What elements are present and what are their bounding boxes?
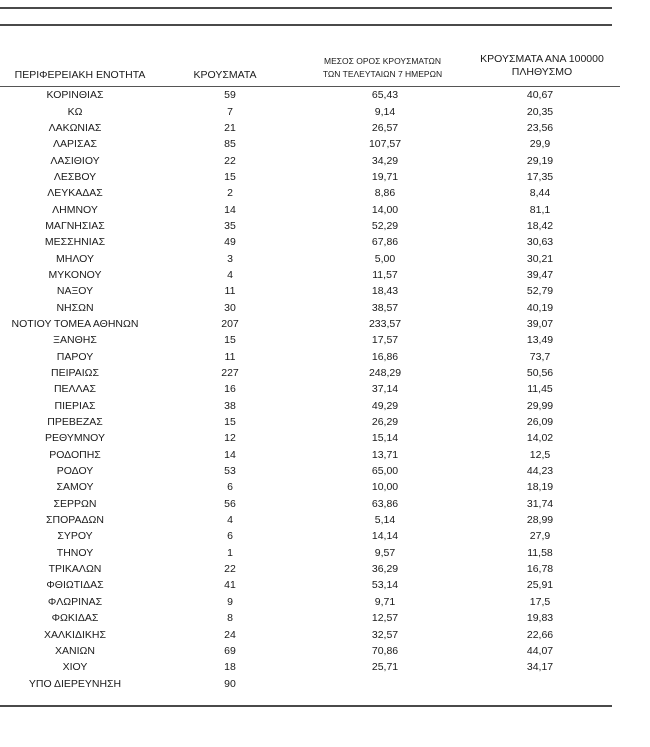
cell-per100k: 23,56 (526, 121, 554, 134)
cell-per100k: 19,83 (526, 612, 554, 625)
cell-region: ΝΟΤΙΟΥ ΤΟΜΕΑ ΑΘΗΝΩΝ (11, 317, 139, 330)
cell-cases: 15 (224, 170, 236, 183)
header-avg-line1: ΜΕΣΟΣ ΟΡΟΣ ΚΡΟΥΣΜΑΤΩΝ (324, 56, 441, 66)
cell-avg: 248,29 (368, 367, 402, 380)
cell-cases: 69 (224, 644, 236, 657)
cell-avg: 26,29 (371, 416, 399, 429)
table-row (0, 479, 620, 495)
table-row (0, 169, 620, 185)
table-header (0, 53, 620, 83)
cell-cases: 35 (224, 219, 236, 232)
cell-region: ΛΑΣΙΘΙΟΥ (50, 154, 100, 167)
table-row (0, 283, 620, 299)
cell-cases: 59 (150, 87, 310, 104)
table-row (0, 87, 620, 104)
cell-avg: 14,14 (371, 530, 399, 543)
cell-per100k: 40,19 (526, 301, 554, 314)
header-avg-line2: ΤΩΝ ΤΕΛΕΥΤΑΙΩΝ 7 ΗΜΕΡΩΝ (322, 69, 443, 79)
cell-per100k: 14,02 (526, 432, 554, 445)
cell-avg: 53,14 (371, 579, 399, 592)
cell-per100k: 31,74 (526, 497, 554, 510)
cell-region: ΠΑΡΟΥ (56, 350, 94, 363)
cell-region: ΧΙΟΥ (62, 661, 88, 674)
cell-cases: 22 (224, 154, 236, 167)
cell-region: ΠΕΙΡΑΙΩΣ (51, 367, 99, 380)
cell-cases: 85 (224, 138, 236, 151)
cell-per100k: 52,79 (526, 285, 554, 298)
cell-region: ΝΑΞΟΥ (56, 285, 94, 298)
cell-avg: 13,71 (371, 448, 399, 461)
cell-cases: 41 (224, 579, 236, 592)
cell-avg: 18,43 (371, 285, 399, 298)
cell-cases: 6 (227, 481, 233, 494)
cell-region: ΧΑΝΙΩΝ (55, 644, 95, 657)
table-row (0, 381, 620, 397)
cell-cases: 14 (224, 203, 236, 216)
table-row (0, 430, 620, 446)
cell-cases: 90 (224, 677, 236, 690)
cell-avg: 65,00 (371, 465, 399, 478)
cell-region: ΦΘΙΩΤΙΔΑΣ (46, 579, 104, 592)
table-row (0, 349, 620, 365)
cell-cases: 2 (227, 187, 233, 200)
cell-per100k: 39,47 (526, 268, 554, 281)
cell-region: ΞΑΝΘΗΣ (53, 334, 97, 347)
cell-region: ΦΛΩΡΙΝΑΣ (47, 595, 103, 608)
header-per100k-line2: ΠΛΗΘΥΣΜΟ (511, 66, 573, 78)
cell-cases: 15 (224, 416, 236, 429)
cell-per100k: 17,35 (526, 170, 554, 183)
cell-avg: 5,00 (374, 252, 396, 265)
cell-cases: 207 (221, 317, 239, 330)
cell-avg: 52,29 (371, 219, 399, 232)
cell-cases: 22 (224, 563, 236, 576)
cell-per100k: 11,45 (527, 383, 553, 396)
cell-per100k: 26,09 (526, 416, 554, 429)
cell-cases: 30 (224, 301, 236, 314)
cell-per100k: 25,91 (526, 579, 554, 592)
cell-per100k: 27,9 (529, 530, 551, 543)
cell-per100k (460, 675, 620, 691)
cell-avg: 37,14 (371, 383, 399, 396)
cell-region: ΥΠΟ ΔΙΕΡΕΥΝΗΣΗ (28, 677, 122, 690)
cell-cases: 53 (224, 465, 236, 478)
table-row (0, 234, 620, 250)
cell-avg: 11,57 (372, 268, 398, 281)
cell-region: ΝΗΣΩΝ (56, 301, 94, 314)
header-per100k (468, 53, 616, 79)
table-row (0, 250, 620, 266)
header-region: ΠΕΡΙΦΕΡΕΙΑΚΗ ΕΝΟΤΗΤΑ (14, 69, 146, 81)
cell-avg: 9,14 (374, 105, 396, 118)
cell-per100k: 18,42 (526, 219, 554, 232)
table-row (0, 218, 620, 234)
cell-cases: 49 (224, 236, 236, 249)
cell-region: ΡΕΘΥΜΝΟΥ (44, 432, 105, 445)
table-row (0, 267, 620, 283)
cell-per100k: 28,99 (526, 514, 554, 527)
header-per100k-line1: ΚΡΟΥΣΜΑΤΑ ΑΝΑ 100000 (480, 53, 604, 65)
cell-cases: 1 (227, 546, 233, 559)
cell-cases: 4 (227, 268, 233, 281)
table-row (0, 545, 620, 561)
cell-per100k: 8,44 (529, 187, 551, 200)
cell-avg: 65,43 (310, 87, 460, 104)
cell-avg: 70,86 (371, 644, 399, 657)
cell-cases: 56 (224, 497, 236, 510)
cell-cases: 15 (224, 334, 236, 347)
cell-avg: 107,57 (368, 138, 402, 151)
cell-per100k: 81,1 (529, 203, 551, 216)
cell-cases: 8 (227, 612, 233, 625)
table-row (0, 496, 620, 512)
top-rule (0, 7, 612, 9)
table-row (0, 594, 620, 610)
cell-avg (310, 675, 460, 691)
cell-avg: 10,00 (371, 481, 399, 494)
table-body (0, 87, 620, 692)
table-row (0, 626, 620, 642)
cell-per100k: 50,56 (526, 367, 554, 380)
cell-per100k: 16,78 (526, 563, 554, 576)
cell-region: ΛΕΣΒΟΥ (53, 170, 97, 183)
cell-cases: 11 (224, 285, 236, 298)
header-avg (305, 55, 460, 81)
cell-avg: 25,71 (371, 661, 399, 674)
cell-region: ΤΗΝΟΥ (56, 546, 94, 559)
table-row (0, 414, 620, 430)
table-row (0, 463, 620, 479)
table-row (0, 643, 620, 659)
cell-region: ΜΗΛΟΥ (56, 252, 94, 265)
table-row (0, 103, 620, 119)
cell-cases: 6 (227, 530, 233, 543)
cell-cases: 16 (224, 383, 236, 396)
table-row (0, 577, 620, 593)
cell-per100k: 44,23 (526, 465, 554, 478)
table-row (0, 610, 620, 626)
cell-avg: 9,71 (374, 595, 396, 608)
cell-cases: 21 (224, 121, 236, 134)
cell-avg: 36,29 (371, 563, 399, 576)
cell-avg: 34,29 (371, 154, 399, 167)
cell-avg: 63,86 (371, 497, 399, 510)
table-row (0, 561, 620, 577)
cell-per100k: 18,19 (526, 481, 554, 494)
cell-cases: 4 (227, 514, 233, 527)
cell-cases: 7 (227, 105, 233, 118)
cell-per100k: 17,5 (529, 595, 551, 608)
cell-region: ΣΠΟΡΑΔΩΝ (46, 514, 104, 527)
cell-per100k: 34,17 (526, 661, 554, 674)
header-cases: ΚΡΟΥΣΜΑΤΑ (193, 69, 257, 81)
table-row (0, 332, 620, 348)
cell-per100k: 29,99 (526, 399, 554, 412)
cell-region: ΛΑΚΩΝΙΑΣ (48, 121, 102, 134)
cases-table (0, 86, 620, 692)
cell-region: ΠΙΕΡΙΑΣ (54, 399, 96, 412)
cell-region: ΠΕΛΛΑΣ (53, 383, 97, 396)
cell-region: ΠΡΕΒΕΖΑΣ (47, 416, 103, 429)
cell-per100k: 39,07 (526, 317, 554, 330)
table-row (0, 120, 620, 136)
table-row (0, 185, 620, 201)
cell-avg: 67,86 (371, 236, 399, 249)
cell-per100k: 73,7 (529, 350, 551, 363)
cell-cases: 11 (224, 350, 236, 363)
bottom-rule (0, 705, 612, 707)
cell-per100k: 44,07 (526, 644, 554, 657)
cell-avg: 15,14 (371, 432, 399, 445)
cell-avg: 12,57 (371, 612, 399, 625)
cell-avg: 8,86 (374, 187, 396, 200)
cell-cases: 18 (224, 661, 236, 674)
cell-region: ΣΥΡΟΥ (57, 530, 93, 543)
table-row (0, 675, 620, 691)
cell-per100k: 29,9 (529, 138, 551, 151)
second-rule (0, 24, 612, 26)
cell-cases: 3 (227, 252, 233, 265)
cell-region: ΤΡΙΚΑΛΩΝ (48, 563, 102, 576)
cell-cases: 14 (224, 448, 236, 461)
cell-region: ΚΩ (67, 105, 83, 118)
cell-region: ΛΗΜΝΟΥ (52, 203, 98, 216)
cell-avg: 38,57 (371, 301, 399, 314)
table-row (0, 447, 620, 463)
table-row (0, 299, 620, 315)
cell-per100k: 13,49 (526, 334, 554, 347)
table-row (0, 512, 620, 528)
cell-cases: 9 (227, 595, 233, 608)
cell-avg: 49,29 (371, 399, 399, 412)
cell-per100k: 12,5 (529, 448, 551, 461)
cell-region: ΣΑΜΟΥ (56, 481, 94, 494)
table-row (0, 136, 620, 152)
cell-per100k: 30,21 (526, 252, 554, 265)
cell-per100k: 20,35 (526, 105, 554, 118)
cell-avg: 19,71 (371, 170, 399, 183)
cell-region: ΜΥΚΟΝΟΥ (48, 268, 102, 281)
cell-avg: 26,57 (371, 121, 399, 134)
table-row (0, 659, 620, 675)
table-row (0, 365, 620, 381)
cell-avg: 14,00 (371, 203, 399, 216)
cell-per100k: 22,66 (526, 628, 554, 641)
cell-avg: 5,14 (374, 514, 396, 527)
cell-region: ΛΑΡΙΣΑΣ (53, 138, 97, 151)
cell-per100k: 40,67 (460, 87, 620, 104)
cell-cases: 38 (224, 399, 236, 412)
table-row (0, 528, 620, 544)
table-row (0, 398, 620, 414)
cell-per100k: 11,58 (527, 546, 553, 559)
cell-region: ΜΕΣΣΗΝΙΑΣ (44, 236, 106, 249)
cell-cases: 12 (224, 432, 236, 445)
cell-region: ΛΕΥΚΑΔΑΣ (47, 187, 103, 200)
cell-region: ΡΟΔΟΠΗΣ (49, 448, 101, 461)
cell-avg: 32,57 (371, 628, 399, 641)
cell-avg: 9,57 (374, 546, 396, 559)
cell-avg: 16,86 (371, 350, 399, 363)
cell-region: ΧΑΛΚΙΔΙΚΗΣ (44, 628, 106, 641)
cell-region: ΣΕΡΡΩΝ (53, 497, 97, 510)
cell-per100k: 30,63 (526, 236, 554, 249)
cell-region: ΜΑΓΝΗΣΙΑΣ (45, 219, 105, 232)
cell-region: ΚΟΡΙΝΘΙΑΣ (0, 87, 150, 104)
cell-avg: 233,57 (368, 317, 402, 330)
cell-cases: 227 (221, 367, 239, 380)
table-row (0, 201, 620, 217)
cell-region: ΦΩΚΙΔΑΣ (51, 612, 99, 625)
table-row (0, 316, 620, 332)
cell-avg: 17,57 (371, 334, 399, 347)
table-row (0, 152, 620, 168)
cell-per100k: 29,19 (526, 154, 554, 167)
cell-region: ΡΟΔΟΥ (56, 465, 94, 478)
cell-cases: 24 (224, 628, 236, 641)
